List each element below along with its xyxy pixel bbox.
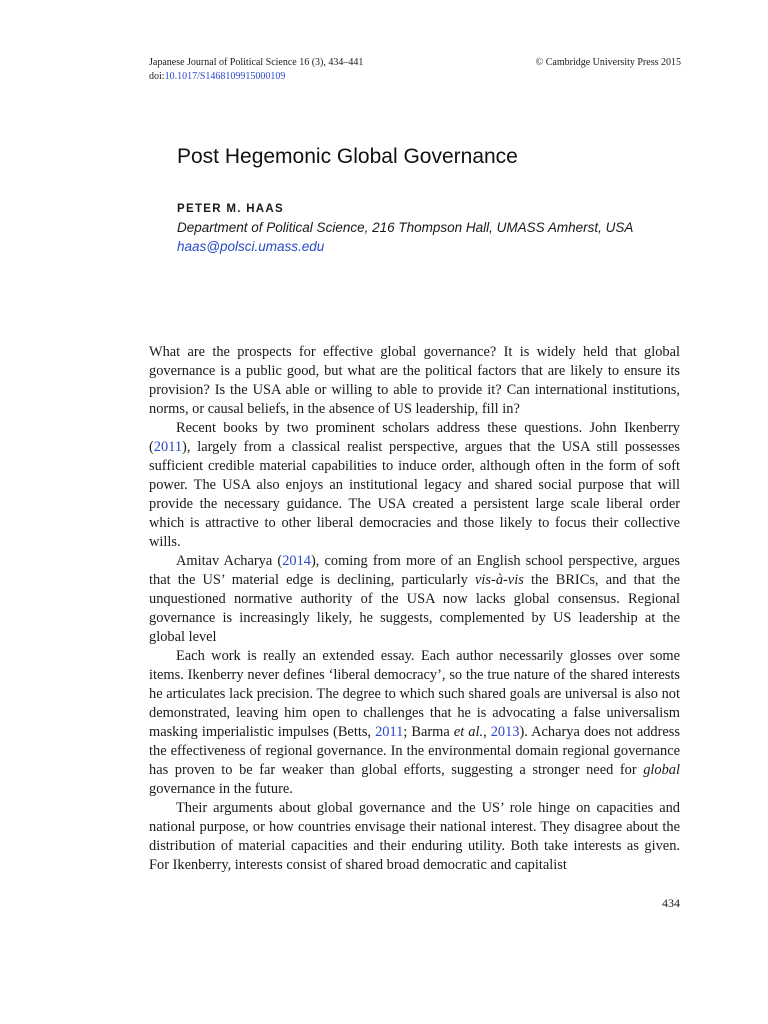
page-number: 434 [662,896,680,910]
paragraph-2-text-b: ), largely from a classical realist perspective, argues that the USA still possesses sufficient credible material capabilities to induce order, although often in the form of soft power. The USA also enjoys an institutional legacy and shared social purpose that will provide the necessary guidance. The USA created a persistent large scale liberal order which is attractive to other liberal democracies and those likely to focus their collective wills. [149,439,680,550]
paragraph-4-text-b: ; Barma [403,724,454,740]
paragraph-5: Their arguments about global governance and the US’ role hinge on capacities and national purpose, or how countries envisage their national interest. They disagree about the distribution of material capacities and their enduring utility. Both take interests as given. For Ikenberry, interests consist of shared broad democratic and capitalist [149,800,680,873]
doi-prefix: doi: [149,71,165,82]
paragraph-3-text-a: Amitav Acharya ( [176,553,283,569]
paragraph-3 [149,552,680,647]
paragraph-3-emphasis: vis-à-vis [475,572,524,588]
copyright-notice: © Cambridge University Press 2015 [535,57,681,68]
running-header [149,56,681,84]
paragraph-2 [149,419,680,552]
journal-citation: Japanese Journal of Political Science 16 (3), 434–441 [149,57,364,68]
citation-link-ikenberry[interactable]: 2011 [153,439,183,455]
author-block [177,202,667,256]
paragraph-4-text-a: Each work is really an extended essay. Each author necessarily glosses over some items. Ikenberry never defines ‘liberal democracy’, so the true nature of the shared interests he articulates lack precision. The degree to which such shared goals are universal is also not demonstrated, leaving him open to challenges that he is advocating a false universalism masking imperialistic impulses (Betts, [149,648,680,740]
paragraph-3-text-c: the BRICs, and that the unquestioned normative authority of the USA now lacks global consensus. Regional governance is increasingly likely, he suggests, complemented by US leadership at the global level [149,572,680,645]
paragraph-1: What are the prospects for effective global governance? It is widely held that global governance is a public good, but what are the political factors that are likely to ensure its provision? Is the USA able or willing to able to provide it? Can international institutions, norms, or causal beliefs, in the absence of US leadership, fill in? [149,344,680,417]
article-title: Post Hegemonic Global Governance [177,145,518,168]
author-email[interactable]: haas@polsci.umass.edu [177,239,325,254]
paragraph-2-text-a: Recent books by two prominent scholars address these questions. John Ikenberry ( [149,420,680,455]
paragraph-4-text-d: ). Acharya does not address the effectiveness of regional governance. In the environmental domain regional governance has proven to be far weaker than global efforts, suggesting a stronger need for [149,724,680,778]
paragraph-4-emphasis-etal: et al. [453,724,484,740]
doi-line [149,70,681,84]
author-name: PETER M. HAAS [177,203,284,215]
paragraph-3-text-b: ), coming from more of an English school perspective, argues that the US’ material edge is declining, particularly [149,553,680,588]
paragraph-4-text-e: governance in the future. [149,781,293,797]
citation-link-barma[interactable]: 2013 [490,724,520,740]
paragraph-4-emphasis-global: global [643,762,680,778]
doi-link[interactable]: 10.1017/S1468109915000109 [164,71,286,82]
citation-link-acharya[interactable]: 2014 [282,553,311,569]
author-affiliation: Department of Political Science, 216 Thompson Hall, UMASS Amherst, USA [177,220,634,235]
article-body [149,343,680,875]
citation-link-betts[interactable]: 2011 [375,724,404,740]
paragraph-4-text-c: , [483,724,491,740]
paragraph-4 [149,647,680,799]
